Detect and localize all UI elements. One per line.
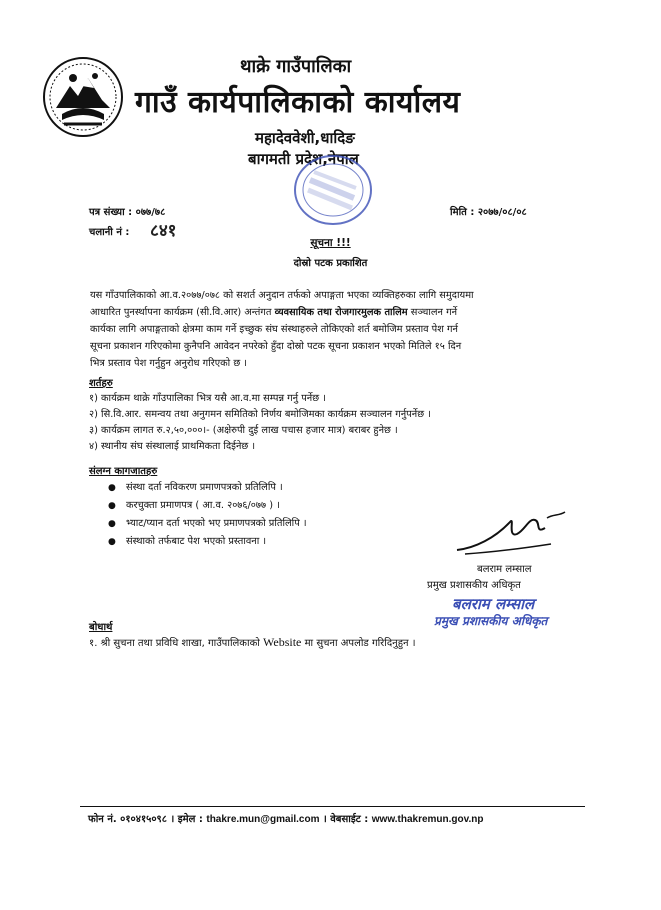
attachments-heading: संलग्न कागजातहरु — [89, 466, 158, 477]
nepal-emblem-logo — [42, 56, 124, 138]
bullet-icon: ● — [108, 519, 116, 529]
body-line-5: भित्र प्रस्ताव पेश गर्नुहुन अनुरोध गरिएको छ । — [90, 358, 248, 369]
footer-email: thakre.mun@gmail.com — [206, 814, 320, 825]
letter-date: मिति : २०७७/०८/०८ — [450, 207, 527, 218]
bullet-icon: ● — [108, 501, 116, 511]
dispatch-number-handwritten: ८४१ — [150, 221, 177, 241]
municipality-name: थाक्रे गाउँपालिका — [240, 56, 352, 77]
footer-contact — [88, 811, 483, 825]
footer-divider — [80, 806, 585, 807]
office-name: गाउँ कार्यपालिकाको कार्यालय — [135, 85, 461, 120]
condition-item: ४) स्थानीय संघ संस्थालाई प्राथमिकता दिईनेछ । — [89, 441, 256, 452]
condition-item: १) कार्यक्रम थाक्रे गाँउपालिका भित्र यसै आ.व.मा सम्पन्न गर्नु पर्नेछ । — [89, 393, 326, 404]
attachment-item — [108, 533, 307, 551]
condition-item: ३) कार्यक्रम लागत रु.२,५०,०००।- (अक्षेरुपी दुई लाख पचास हजार मात्र) बराबर हुनेछ । — [89, 425, 398, 436]
body-line-4: सूचना प्रकाशन गरिएकोमा कुनैपनि आवेदन नपरेको हुँदा दोस्रो पटक सूचना प्रकाशन भएको मितिले १५ दिन — [90, 341, 462, 352]
signatory-title: प्रमुख प्रशासकीय अधिकृत — [427, 580, 521, 591]
signature-stamp-name: बलराम लम्साल — [452, 595, 535, 613]
notice-body — [90, 287, 568, 372]
notice-title: सूचना !!! — [310, 237, 351, 249]
dispatch-number-label: चलानी नं : — [89, 227, 130, 238]
attachment-text: भ्याट/प्यान दर्ता भएको भए प्रमाणपत्रको प्रतिलिपि । — [126, 518, 307, 529]
body-line-2a: आधारित पुनर्स्थापना कार्यक्रम (सी.वि.आर) अन्तंगत — [90, 307, 275, 318]
attachment-text: संस्था दर्ता नविकरण प्रमाणपत्रको प्रतिलिपि । — [126, 482, 283, 493]
footer-web-label: । वेबसाईट : — [319, 814, 372, 825]
notice-subtitle: दोस्रो पटक प्रकाशित — [293, 258, 368, 269]
signature-stamp-title: प्रमुख प्रशासकीय अधिकृत — [434, 614, 548, 628]
conditions-heading: शर्तहरु — [89, 378, 113, 389]
office-round-stamp — [288, 150, 378, 230]
attachment-text: करचुक्ता प्रमाणपत्र ( आ.व. २०७६/०७७ ) । — [126, 500, 280, 511]
signatory-name: बलराम लम्साल — [477, 564, 532, 575]
body-line-3: कार्यका लागि अपाङ्गताको क्षेत्रमा काम गर्ने इच्छुक संघ संस्थाहरुले तोकिएको शर्त बमोजिम प्रस्ताव पेश गर्न — [90, 324, 458, 335]
bodharth-text-c: मा सुचना अपलोड गरिदिनुहुन । — [301, 638, 416, 649]
bullet-icon: ● — [108, 537, 116, 547]
body-line-1: यस गाँउपालिकाको आ.व.२०७७/०७८ को सशर्त अनुदान तर्फको अपाङ्गता भएका व्यक्तिहरुका लागि समुदायमा — [90, 290, 474, 301]
reference-number: पत्र संख्या : ०७७/७८ — [89, 207, 166, 218]
condition-item: २) सि.वि.आर. समन्वय तथा अनुगमन समितिको निर्णय बमोजिमका कार्यक्रम सञ्चालन गर्नुपर्नेछ । — [89, 409, 431, 420]
address-line-2: बागमती प्रदेश,नेपाल — [248, 150, 359, 168]
attachments-list — [108, 479, 307, 551]
footer-website: www.thakremun.gov.np — [371, 814, 484, 825]
bodharth-line — [89, 635, 416, 650]
handwritten-signature — [455, 508, 570, 558]
bodharth-text-a: १. श्री सुचना तथा प्रविधि शाखा, गाउँपालिकाको — [89, 638, 264, 649]
address-line-1: महादेववेशी,धादिङ — [255, 129, 355, 147]
footer-email-label: । इमेल : — [166, 814, 207, 825]
body-line-2 — [90, 304, 568, 321]
bodharth-heading: बोधार्थ — [89, 622, 113, 633]
attachment-item — [108, 479, 307, 497]
footer-phone: फोन नं. ०१०४१५०९८ — [88, 814, 167, 825]
attachment-text: संस्थाको तर्फबाट पेश भएको प्रस्तावना । — [126, 536, 267, 547]
bullet-icon: ● — [108, 483, 116, 493]
conditions-list — [89, 391, 431, 455]
body-line-2c: सञ्चालन गर्ने — [407, 307, 458, 318]
training-title: व्यवसायिक तथा रोजगारमुलक तालिम — [274, 307, 408, 318]
attachment-item — [108, 497, 307, 515]
bodharth-website-word: Website — [263, 635, 302, 649]
attachment-item — [108, 515, 307, 533]
